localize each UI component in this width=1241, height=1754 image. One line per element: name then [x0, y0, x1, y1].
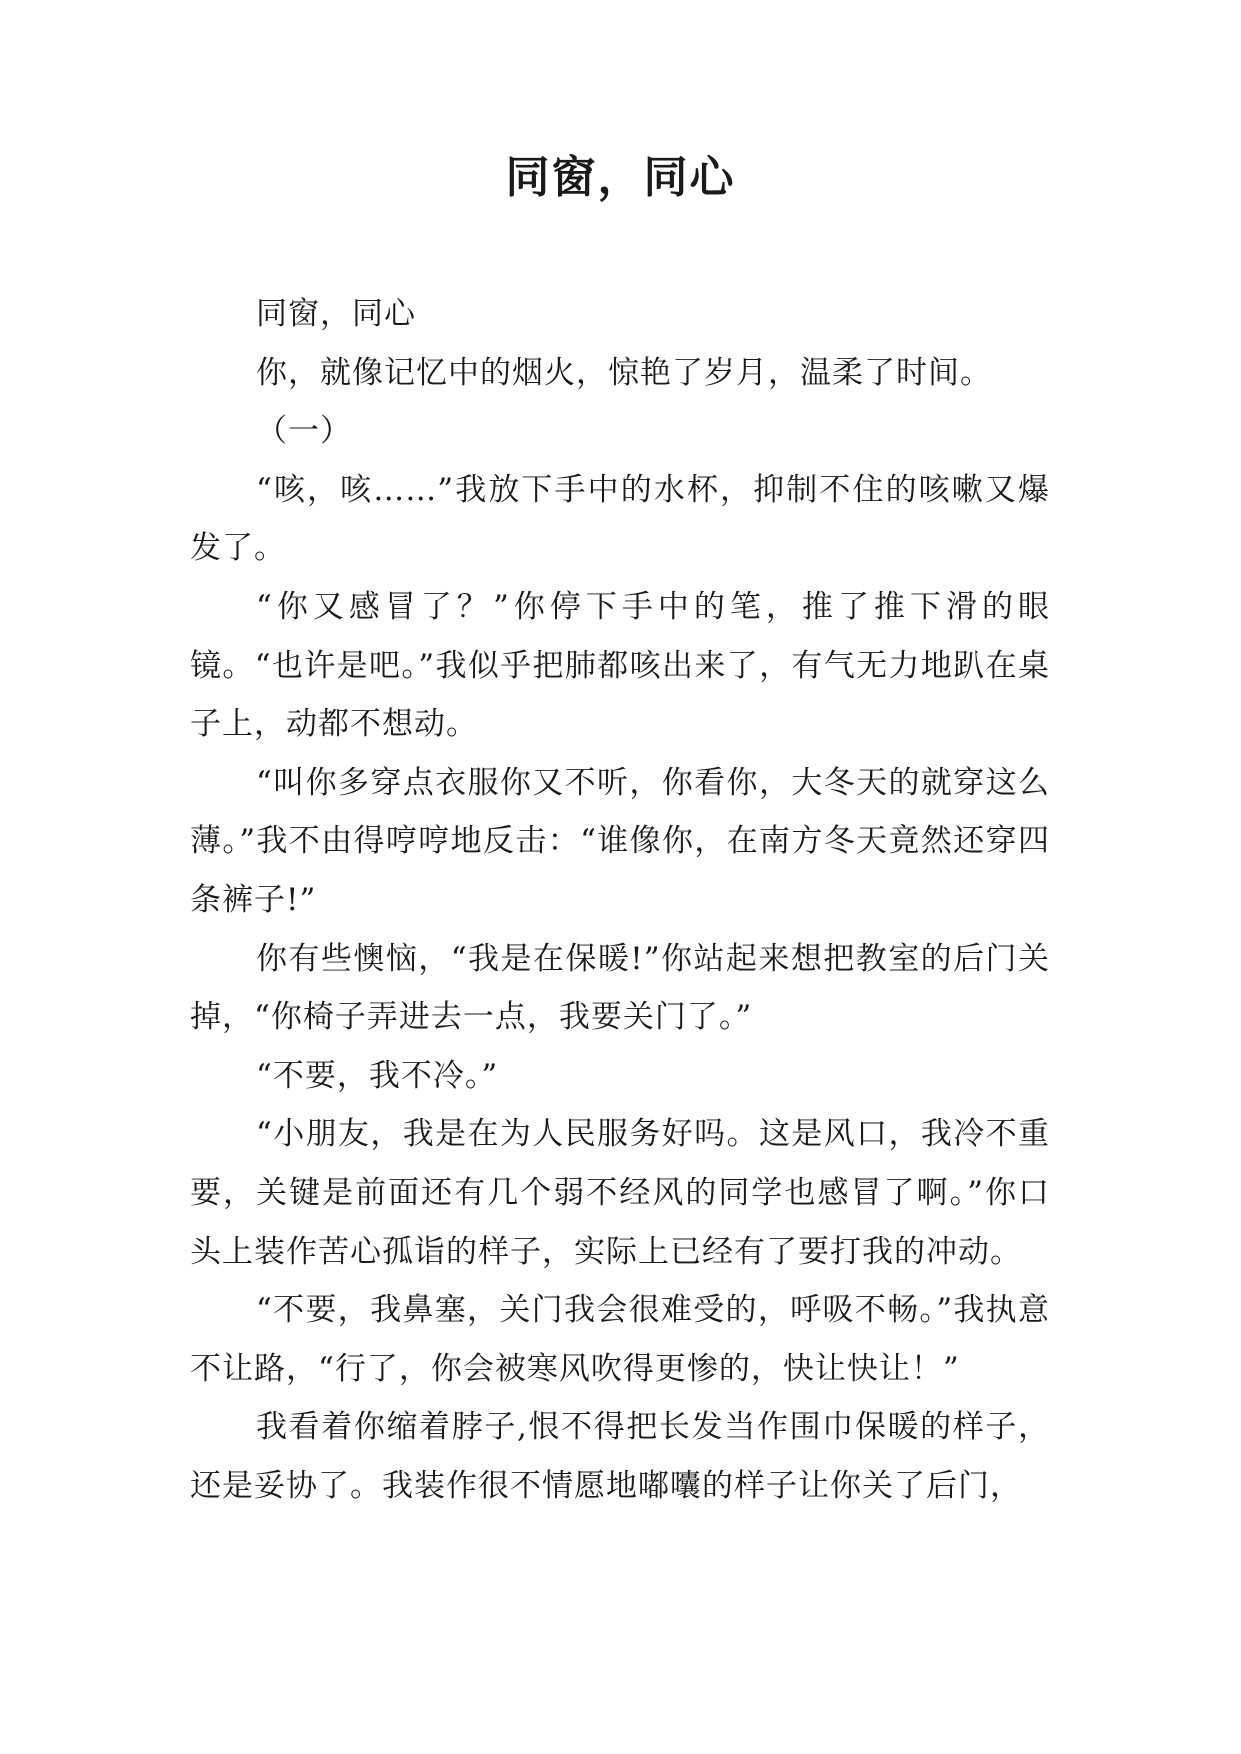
paragraph: “不要，我鼻塞，关门我会很难受的，呼吸不畅。”我执意不让路，“行了，你会被寒风吹得更惨的，快让快让！” [190, 1292, 1050, 1387]
paragraph: “你又感冒了？”你停下手中的笔，推了推下滑的眼镜。“也许是吧。”我似乎把肺都咳出来了，有气无力地趴在桌子上，动都不想动。 [190, 588, 1050, 743]
paragraph: 同窗，同心 [256, 296, 416, 332]
document-body [190, 285, 1050, 1515]
paragraph: 我看着你缩着脖子,恨不得把长发当作围巾保暖的样子，还是妥协了。我装作很不情愿地嘟囔的样子让你关了后门， [190, 1409, 1050, 1504]
paragraph: 你有些懊恼，“我是在保暖!”你站起来想把教室的后门关掉，“你椅子弄进去一点，我要关门了。” [190, 940, 1050, 1036]
paragraph: “不要，我不冷。” [256, 1057, 499, 1094]
paragraph: “小朋友，我是在为人民服务好吗。这是风口，我冷不重要，关键是前面还有几个弱不经风的同学也感冒了啊。”你口头上装作苦心孤诣的样子，实际上已经有了要打我的冲动。 [190, 1116, 1050, 1270]
paragraph: （一） [256, 413, 352, 450]
paragraph: “咳，咳……”我放下手中的水杯，抑制不住的咳嗽又爆发了。 [190, 471, 1050, 567]
document-title: 同窗，同心 [505, 152, 736, 203]
paragraph: “叫你多穿点衣服你又不听，你看你，大冬天的就穿这么薄。”我不由得哼哼地反击：“谁像你，在南方冬天竟然还穿四条裤子!” [190, 764, 1050, 918]
paragraph: 你，就像记忆中的烟火，惊艳了岁月，温柔了时间。 [256, 354, 992, 391]
